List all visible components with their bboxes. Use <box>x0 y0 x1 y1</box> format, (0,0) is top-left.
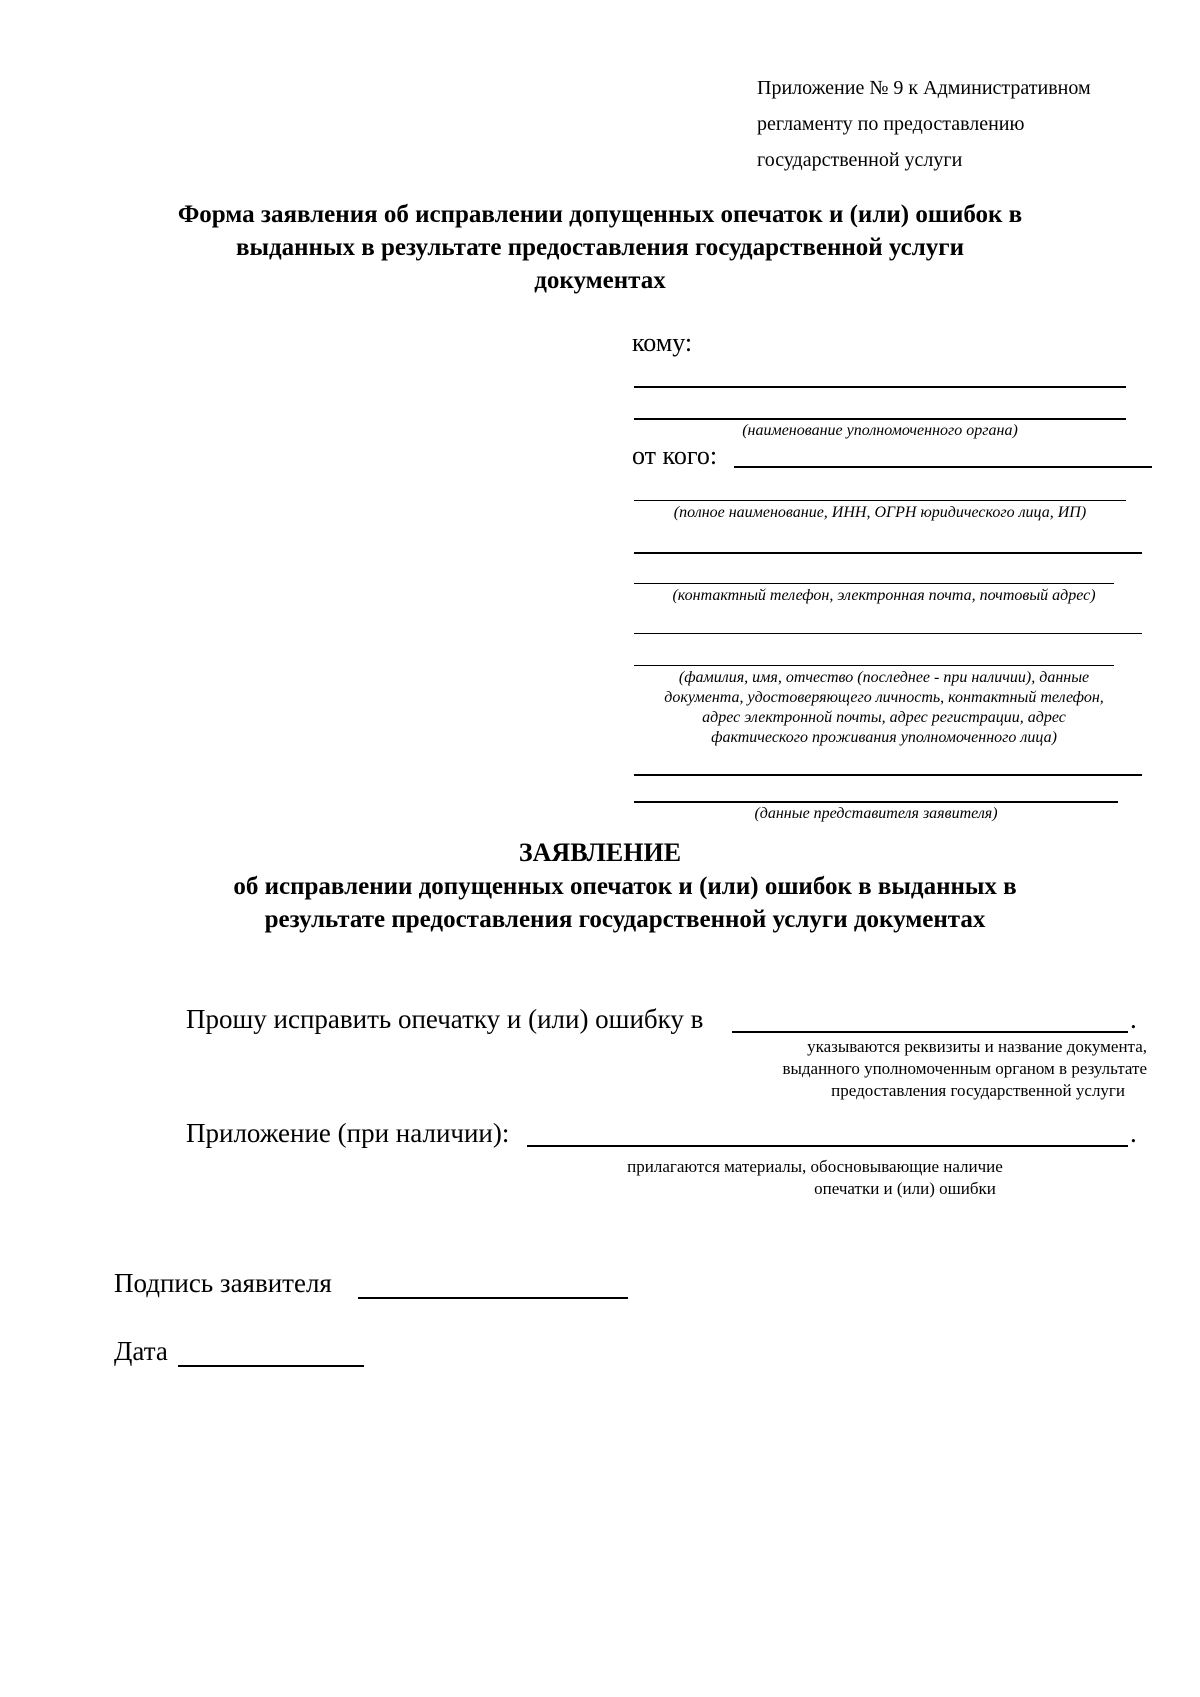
from-line-2[interactable] <box>634 500 1126 501</box>
contacts-line-1[interactable] <box>634 552 1142 554</box>
person-line-1[interactable] <box>634 633 1142 634</box>
request-dot: . <box>1130 1004 1137 1034</box>
attachment-note-line-1: прилагаются материалы, обосновывающие наличие <box>627 1157 1003 1176</box>
request-label: Прошу исправить опечатку и (или) ошибку в <box>186 1004 704 1034</box>
caption-authorized-person <box>634 668 1134 748</box>
from-line-1[interactable] <box>734 466 1152 468</box>
statement-subtitle-line-2: результате предоставления государственной услуги документах <box>264 906 986 933</box>
caption-legal-entity: (полное наименование, ИНН, ОГРН юридического лица, ИП) <box>673 504 1087 521</box>
request-note-line-1: указываются реквизиты и название документа, <box>807 1037 1147 1056</box>
signature-field[interactable] <box>358 1297 628 1299</box>
caption-person-line-4: фактического проживания уполномоченного лица) <box>711 729 1057 746</box>
statement-subtitle-line-1: об исправлении допущенных опечаток и (или) ошибок в выданных в <box>233 873 1017 900</box>
request-note <box>620 1036 1147 1102</box>
request-document-field[interactable] <box>732 1031 1128 1033</box>
annex-line-2: регламенту по предоставлению <box>757 113 1025 135</box>
to-line-1[interactable] <box>634 386 1126 388</box>
contacts-line-2[interactable] <box>634 583 1114 584</box>
caption-contacts: (контактный телефон, электронная почта, почтовый адрес) <box>672 587 1096 604</box>
attachment-field[interactable] <box>527 1145 1128 1147</box>
annex-line-3: государственной услуги <box>757 149 963 171</box>
caption-representative: (данные представителя заявителя) <box>754 805 998 822</box>
to-line-2[interactable] <box>634 418 1126 420</box>
date-field[interactable] <box>178 1365 364 1367</box>
signature-label: Подпись заявителя <box>114 1268 332 1298</box>
attachment-label: Приложение (при наличии): <box>186 1118 510 1148</box>
date-label: Дата <box>114 1336 168 1366</box>
form-title-line-3: документах <box>534 267 666 294</box>
to-label: кому: <box>632 328 693 357</box>
request-note-line-3: предоставления государственной услуги <box>831 1081 1125 1100</box>
form-title-line-2: выданных в результате предоставления государственной услуги <box>235 234 965 261</box>
representative-line-2[interactable] <box>634 801 1118 803</box>
to-caption: (наименование уполномоченного органа) <box>742 422 1018 439</box>
person-line-2[interactable] <box>634 665 1114 666</box>
statement-heading: ЗАЯВЛЕНИЕ <box>518 838 682 867</box>
representative-line-1[interactable] <box>634 774 1142 776</box>
caption-person-line-3: адрес электронной почты, адрес регистрации, адрес <box>702 709 1066 726</box>
statement-subtitle <box>100 870 1150 936</box>
attachment-note-line-2: опечатки и (или) ошибки <box>814 1179 996 1198</box>
caption-person-line-2: документа, удостоверяющего личность, контактный телефон, <box>664 689 1104 706</box>
attachment-note <box>600 1156 1100 1200</box>
caption-person-line-1: (фамилия, имя, отчество (последнее - при наличии), данные <box>678 669 1090 686</box>
form-title <box>100 198 1100 297</box>
request-note-line-2: выданного уполномоченным органом в результате <box>782 1059 1147 1078</box>
attachment-dot: . <box>1130 1118 1137 1148</box>
annex-header <box>757 70 1091 178</box>
form-title-line-1: Форма заявления об исправлении допущенных опечаток и (или) ошибок в <box>177 201 1023 228</box>
annex-line-1: Приложение № 9 к Административном <box>757 77 1091 99</box>
from-label: от кого: <box>632 441 718 470</box>
